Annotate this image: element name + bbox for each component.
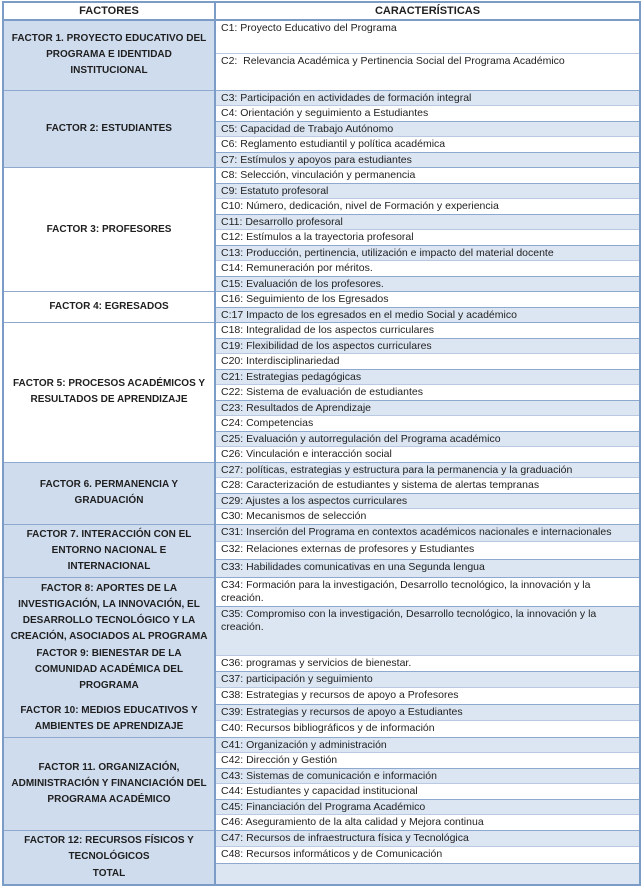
characteristic-cell-C43: C43: Sistemas de comunicación e información (215, 768, 640, 784)
factor-label: FACTOR 9: BIENESTAR DE LA COMUNIDAD ACADÉMICA DEL PROGRAMA (34, 647, 184, 691)
characteristic-cell-C19: C19: Flexibilidad de los aspectos curriculares (215, 338, 640, 354)
factor-label: FACTOR 8: APORTES DE LA INVESTIGACIÓN, LA INNOVACIÓN, EL DESARROLLO TECNOLÓGICO Y LA CREACIÓN, ASOCIADOS AL PROGRAMA (10, 582, 208, 642)
characteristic-cell-C29: C29: Ajustes a los aspectos curriculares (215, 493, 640, 509)
table-row (3, 20, 640, 53)
characteristic-cell-C28: C28: Caracterización de estudiantes y sistema de alertas tempranas (215, 478, 640, 494)
factor-cell-factor-6 (3, 462, 215, 524)
table-row (3, 323, 640, 339)
characteristic-cell-C40: C40: Recursos bibliográficos y de información (215, 721, 640, 737)
factor-cell-factor-2 (3, 90, 215, 168)
factor-cell-factor-8-9-10 (3, 577, 215, 737)
table-row (3, 292, 640, 308)
characteristic-cell-C33: C33: Habilidades comunicativas en una Segunda lengua (215, 559, 640, 577)
characteristic-cell-C4: C4: Orientación y seguimiento a Estudiantes (215, 106, 640, 122)
characteristic-cell-C30: C30: Mecanismos de selección (215, 509, 640, 525)
characteristic-cell-C42: C42: Dirección y Gestión (215, 753, 640, 769)
characteristic-cell-C25: C25: Evaluación y autorregulación del Programa académico (215, 431, 640, 447)
characteristic-cell-C44: C44: Estudiantes y capacidad institucional (215, 784, 640, 800)
characteristic-cell-C3: C3: Participación en actividades de formación integral (215, 90, 640, 106)
characteristic-cell-C5: C5: Capacidad de Trabajo Autónomo (215, 121, 640, 137)
characteristic-cell-C27: C27: políticas, estrategias y estructura para la permanencia y la graduación (215, 462, 640, 478)
characteristic-cell-C22: C22: Sistema de evaluación de estudiantes (215, 385, 640, 401)
characteristic-cell-C38: C38: Estrategias y recursos de apoyo a Profesores (215, 688, 640, 704)
characteristic-cell-C24: C24: Competencias (215, 416, 640, 432)
characteristic-cell-C34: C34: Formación para la investigación, Desarrollo tecnológico, la innovación y la creación. (215, 577, 640, 607)
characteristic-cell-C15: C15: Evaluación de los profesores. (215, 276, 640, 292)
factor-cell-factor-12 (3, 830, 215, 885)
characteristic-cell-C12: C12: Estímulos a la trayectoria profesoral (215, 230, 640, 246)
characteristic-cell-C46: C46: Aseguramiento de la alta calidad y Mejora continua (215, 815, 640, 831)
factor-label: FACTOR 10: MEDIOS EDUCATIVOS Y AMBIENTES DE APRENDIZAJE (20, 704, 198, 732)
factor-label: FACTOR 2: ESTUDIANTES (46, 122, 172, 134)
factor-label: FACTOR 3: PROFESORES (46, 223, 172, 235)
header-row (3, 2, 640, 20)
characteristic-cell-C17: C:17 Impacto de los egresados en el medio Social y académico (215, 307, 640, 323)
column-header-factores: FACTORES (3, 2, 215, 20)
factor-label: FACTOR 12: RECURSOS FÍSICOS Y TECNOLÓGICOS (24, 834, 194, 862)
factor-label: FACTOR 11. ORGANIZACIÓN, ADMINISTRACIÓN Y FINANCIACIÓN DEL PROGRAMA ACADÉMICO (11, 761, 207, 805)
factor-cell-factor-11 (3, 737, 215, 830)
characteristic-cell-C18: C18: Integralidad de los aspectos curriculares (215, 323, 640, 339)
factor-label: FACTOR 5: PROCESOS ACADÉMICOS Y RESULTADOS DE APRENDIZAJE (12, 378, 206, 406)
table-row (3, 524, 640, 542)
factor-label: FACTOR 7. INTERACCIÓN CON EL ENTORNO NACIONAL E INTERNACIONAL (26, 528, 192, 572)
factor-label: FACTOR 4: EGRESADOS (49, 301, 169, 312)
characteristic-cell-C10: C10: Número, dedicación, nivel de Formación y experiencia (215, 199, 640, 215)
table-row (3, 462, 640, 478)
characteristic-cell-C41: C41: Organización y administración (215, 737, 640, 753)
characteristic-cell-C16: C16: Seguimiento de los Egresados (215, 292, 640, 308)
column-header-caracteristicas: CARACTERÍSTICAS (215, 2, 640, 20)
characteristic-cell-C23: C23: Resultados de Aprendizaje (215, 400, 640, 416)
characteristic-cell-C1: C1: Proyecto Educativo del Programa (215, 20, 640, 53)
characteristic-cell-C32: C32: Relaciones externas de profesores y Estudiantes (215, 542, 640, 560)
characteristic-cell-C11: C11: Desarrollo profesoral (215, 214, 640, 230)
factor-cell-factor-3 (3, 168, 215, 292)
table-body (3, 20, 640, 885)
factor-cell-factor-4 (3, 292, 215, 323)
characteristic-cell-C13: C13: Producción, pertinencia, utilización e impacto del material docente (215, 245, 640, 261)
factor-label: FACTOR 1. PROYECTO EDUCATIVO DEL PROGRAMA E IDENTIDAD INSTITUCIONAL (11, 33, 207, 77)
characteristic-cell-C47: C47: Recursos de infraestructura física y Tecnológica (215, 830, 640, 847)
characteristic-cell-C37: C37: participación y seguimiento (215, 672, 640, 688)
characteristic-cell-C35: C35: Compromiso con la investigación, Desarrollo tecnológico, la innovación y la creación. (215, 607, 640, 656)
characteristic-cell-empty (215, 863, 640, 884)
characteristic-cell-C9: C9: Estatuto profesoral (215, 183, 640, 199)
characteristic-cell-C6: C6: Reglamento estudiantil y política académica (215, 137, 640, 153)
characteristic-cell-C14: C14: Remuneración por méritos. (215, 261, 640, 277)
table-row (3, 737, 640, 753)
table-row (3, 168, 640, 184)
characteristic-cell-C48: C48: Recursos informáticos y de Comunicación (215, 847, 640, 864)
characteristic-cell-C36: C36: programas y servicios de bienestar. (215, 655, 640, 671)
table-row (3, 90, 640, 106)
characteristic-cell-C26: C26: Vinculación e interacción social (215, 447, 640, 463)
characteristic-cell-C45: C45: Financiación del Programa Académico (215, 799, 640, 815)
table-row (3, 577, 640, 607)
factor-label: FACTOR 6. PERMANENCIA Y GRADUACIÓN (39, 479, 179, 506)
factor-label: TOTAL (92, 867, 126, 879)
characteristic-cell-C8: C8: Selección, vinculación y permanencia (215, 168, 640, 184)
characteristic-cell-C7: C7: Estímulos y apoyos para estudiantes (215, 152, 640, 168)
table-row (3, 830, 640, 847)
characteristic-cell-C39: C39: Estrategias y recursos de apoyo a Estudiantes (215, 704, 640, 720)
characteristic-cell-C21: C21: Estrategias pedagógicas (215, 369, 640, 385)
characteristic-cell-C2: C2: Relevancia Académica y Pertinencia Social del Programa Académico (215, 53, 640, 90)
factor-cell-factor-1 (3, 20, 215, 90)
factor-cell-factor-7 (3, 524, 215, 577)
characteristic-cell-C20: C20: Interdisciplinariedad (215, 354, 640, 370)
factors-characteristics-table (2, 1, 641, 886)
characteristic-cell-C31: C31: Inserción del Programa en contextos académicos nacionales e internacionales (215, 524, 640, 542)
factor-cell-factor-5 (3, 323, 215, 463)
